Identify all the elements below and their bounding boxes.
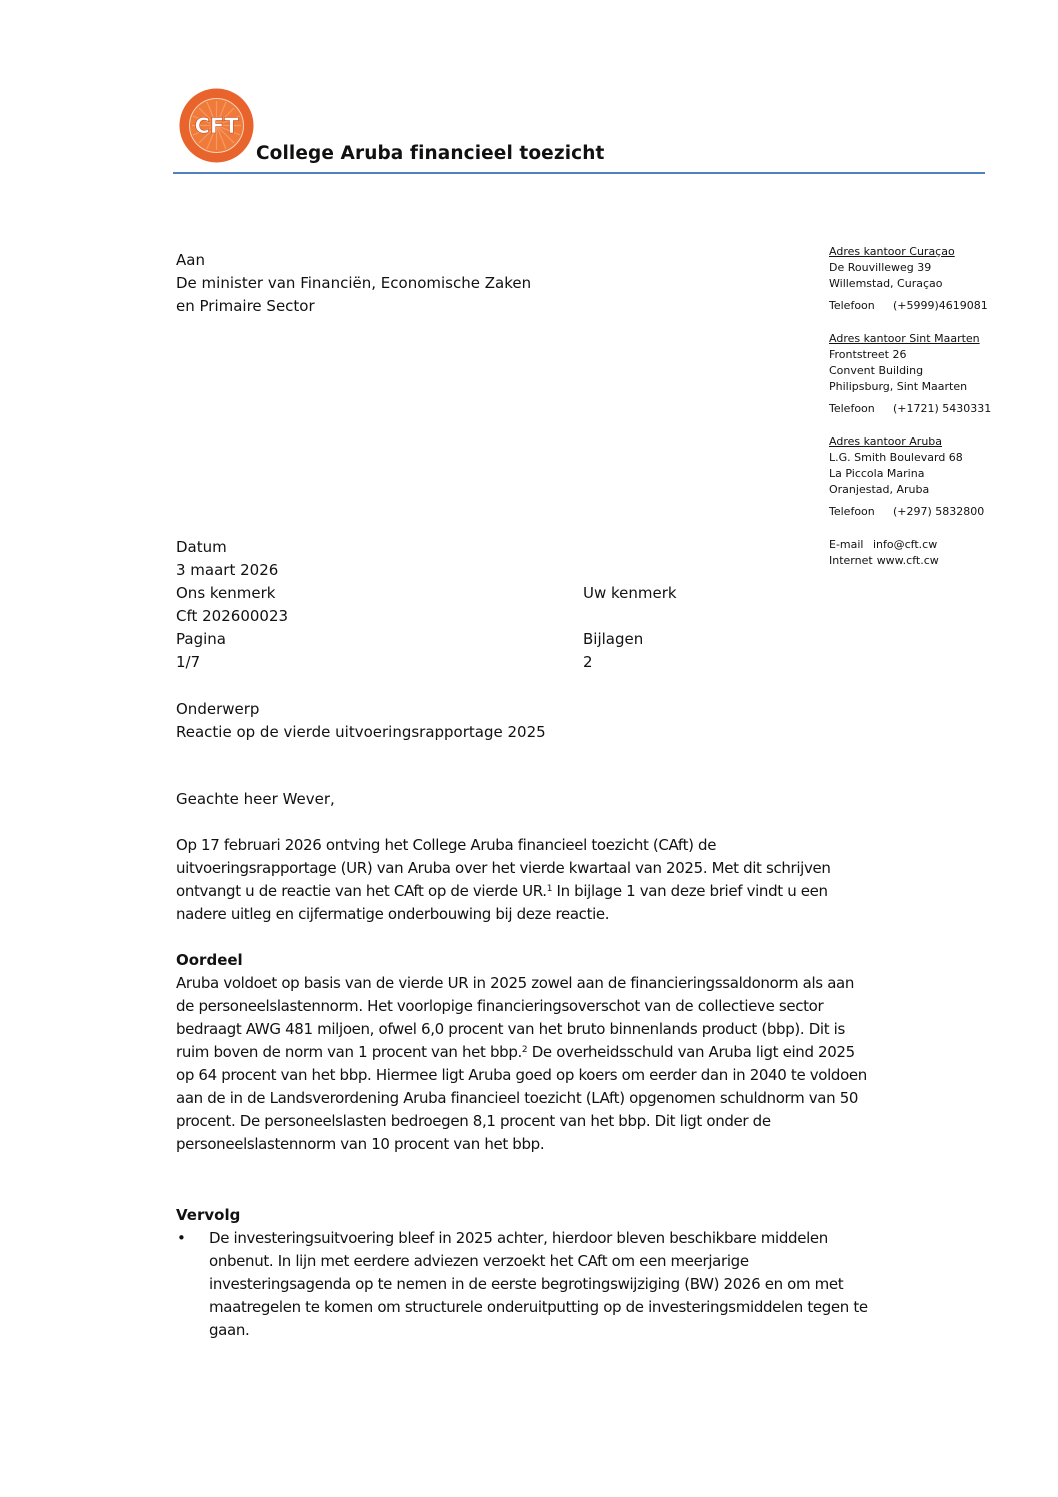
address-line: Frontstreet 26 <box>829 348 907 361</box>
internet-line <box>829 553 991 569</box>
phone-line <box>829 401 991 417</box>
recipient-line: en Primaire Sector <box>176 297 315 315</box>
recipient-block <box>176 249 531 318</box>
onderwerp-value: Reactie op de vierde uitvoeringsrapportage 2025 <box>176 723 546 741</box>
pagina-label: Pagina <box>176 630 226 648</box>
office-sint-maarten <box>829 331 991 417</box>
internet-label: Internet <box>829 554 873 567</box>
recipient-line: De minister van Financiën, Economische Zaken <box>176 274 532 292</box>
phone-value: (+297) 5832800 <box>893 505 985 518</box>
address-line: De Rouvilleweg 39 <box>829 261 932 274</box>
subject-block <box>176 698 546 744</box>
vervolg-section <box>176 1204 876 1342</box>
address-line: Philipsburg, Sint Maarten <box>829 380 968 393</box>
phone-line <box>829 298 991 314</box>
phone-value: (+1721) 5430331 <box>893 402 992 415</box>
phone-label: Telefoon <box>829 402 875 415</box>
office-aruba <box>829 434 991 520</box>
oordeel-text-continued: De overheidsschuld van Aruba ligt eind 2025 op 64 procent van het bbp. Hiermee ligt Aruba goed op koers om eerder dan in 2040 te voldoen aan de in de Landsverordening Aruba financieel toezicht (LAft) opgenomen schuldnorm van 50 procent. De personeelslasten bedroegen 8,1 procent van het bbp. Dit ligt onder de personeelslastennorm van 10 procent van het bbp. <box>176 1043 867 1153</box>
cft-logo <box>178 87 255 164</box>
oordeel-heading: Oordeel <box>176 951 243 969</box>
svg-text:CFT: CFT <box>194 114 239 138</box>
bijlagen-value: 2 <box>583 653 593 671</box>
phone-line <box>829 504 991 520</box>
pagina-value: 1/7 <box>176 653 201 671</box>
uw-kenmerk-label: Uw kenmerk <box>583 584 677 602</box>
office-heading: Adres kantoor Curaçao <box>829 245 955 258</box>
bijlagen-label: Bijlagen <box>583 630 644 648</box>
list-item <box>176 1227 876 1342</box>
oordeel-section <box>176 949 876 1156</box>
office-heading: Adres kantoor Sint Maarten <box>829 332 980 345</box>
footnote-ref-2[interactable]: 2 <box>521 1045 528 1055</box>
salutation: Geachte heer Wever, <box>176 790 335 808</box>
oordeel-text: Aruba voldoet op basis van de vierde UR in 2025 zowel aan de financieringssaldonorm als aan de personeelslastennorm. Het voorlopige financieringsoverschot van de collectieve sector bedraagt AWG 481 miljoen, ofwel 6,0 procent van het bruto binnenlands product (bbp). Dit is ruim boven de norm van 1 procent van het bbp. <box>176 974 855 1061</box>
email-line <box>829 537 991 553</box>
address-line: Convent Building <box>829 364 924 377</box>
header-divider <box>173 172 985 174</box>
footnote-ref-1[interactable]: 1 <box>546 884 553 894</box>
email-link[interactable]: info@cft.cw <box>873 538 938 551</box>
vervolg-heading: Vervolg <box>176 1206 241 1224</box>
oordeel-paragraph <box>176 972 876 1156</box>
intro-text-continued: In bijlage 1 van deze brief vindt u een nadere uitleg en cijfermatige onderbouwing bij deze reactie. <box>176 882 828 923</box>
vervolg-bullet-list <box>176 1227 876 1342</box>
intro-paragraph <box>176 834 876 926</box>
address-line: L.G. Smith Boulevard 68 <box>829 451 963 464</box>
bullet-icon: • <box>177 1229 186 1247</box>
email-label: E-mail <box>829 538 864 551</box>
website-link[interactable]: www.cft.cw <box>876 554 939 567</box>
onderwerp-label: Onderwerp <box>176 700 260 718</box>
datum-label: Datum <box>176 538 227 556</box>
phone-label: Telefoon <box>829 505 875 518</box>
ons-kenmerk-value: Cft 202600023 <box>176 607 289 625</box>
address-line: Willemstad, Curaçao <box>829 277 943 290</box>
address-line: Oranjestad, Aruba <box>829 483 930 496</box>
bullet-text: De investeringsuitvoering bleef in 2025 achter, hierdoor bleven beschikbare middelen onbenut. In lijn met eerdere adviezen verzoekt het CAft om een meerjarige investeringsagenda op te nemen in de eerste begrotingswijziging (BW) 2026 en om met maatregelen te komen om structurele onderuitputting op de investeringsmiddelen tegen te gaan. <box>209 1229 868 1339</box>
ons-kenmerk-label: Ons kenmerk <box>176 584 276 602</box>
org-name: College Aruba financieel toezicht <box>256 143 605 164</box>
address-line: La Piccola Marina <box>829 467 925 480</box>
datum-value: 3 maart 2026 <box>176 561 279 579</box>
cft-logo-icon <box>178 87 255 164</box>
phone-value: (+5999)4619081 <box>893 299 988 312</box>
office-curacao <box>829 244 991 314</box>
office-heading: Adres kantoor Aruba <box>829 435 943 448</box>
recipient-label: Aan <box>176 251 205 269</box>
phone-label: Telefoon <box>829 299 875 312</box>
office-addresses <box>829 244 991 569</box>
intro-text: Op 17 februari 2026 ontving het College Aruba financieel toezicht (CAft) de uitvoeringsrapportage (UR) van Aruba over het vierde kwartaal van 2025. Met dit schrijven ontvangt u de reactie van het CAft op de vierde UR. <box>176 836 831 900</box>
letter-metadata <box>176 536 776 674</box>
